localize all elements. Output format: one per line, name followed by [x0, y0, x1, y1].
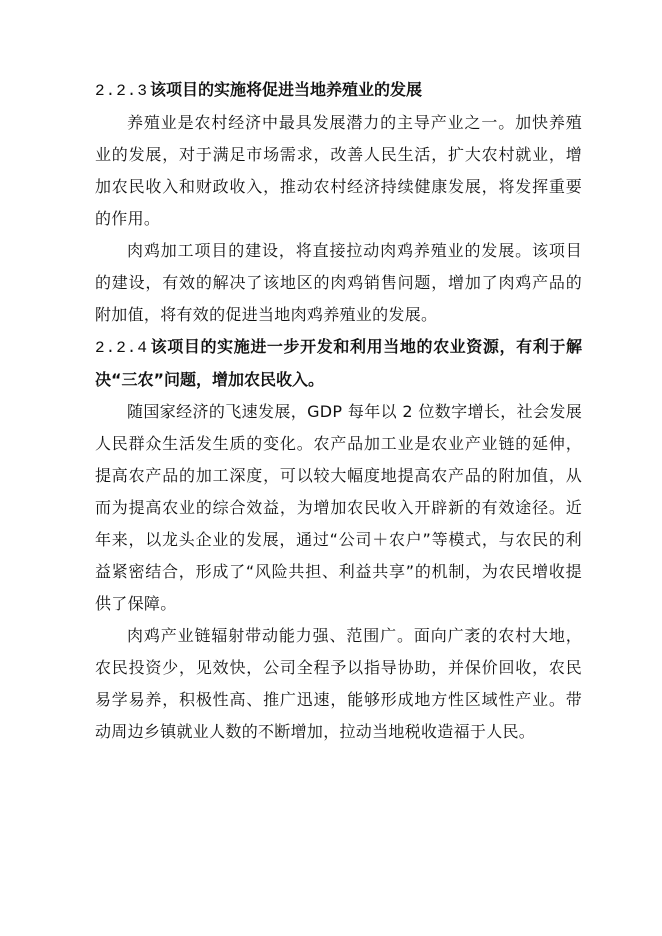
- section-title: 该项目的实施将促进当地养殖业的发展: [150, 80, 423, 99]
- paragraph: 养殖业是农村经济中最具发展潜力的主导产业之一。加快养殖业的发展，对于满足市场需求，改善人民生活，扩大农村就业，增加农民收入和财政收入，推动农村经济持续健康发展，将发挥重要的作用。: [95, 113, 582, 228]
- section-title: 该项目的实施进一步开发和利用当地的农业资源，有利于解决“三农”问题，增加农民收入。: [95, 337, 582, 389]
- section-heading-2-2-4: [95, 331, 582, 396]
- section-heading-2-2-3: [95, 74, 582, 107]
- paragraph: 随国家经济的飞速发展，GDP 每年以 2 位数字增长，社会发展人民群众生活发生质的变化。农产品加工业是农业产业链的延伸，提高农产品的加工深度，可以较大幅度地提高农产品的附加值，从而为提高农业的综合效益，为增加农民收入开辟新的有效途径。近年来，以龙头企业的发展，通过“公司＋农户”等模式，与农民的利益紧密结合，形成了“风险共担、利益共享”的机制，为农民增收提供了保障。: [95, 402, 582, 613]
- document-body: [95, 74, 582, 748]
- paragraph: 肉鸡产业链辐射带动能力强、范围广。面向广袤的农村大地，农民投资少，见效快，公司全程予以指导协助，并保价回收，农民易学易养，积极性高、推广迅速，能够形成地方性区域性产业。带动周边乡镇就业人数的不断增加，拉动当地税收造福于人民。: [95, 626, 582, 741]
- paragraph: 肉鸡加工项目的建设，将直接拉动肉鸡养殖业的发展。该项目的建设，有效的解决了该地区的肉鸡销售问题，增加了肉鸡产品的附加值，将有效的促进当地肉鸡养殖业的发展。: [95, 241, 582, 324]
- section-number: 2.2.4: [95, 339, 149, 357]
- section-number: 2.2.3: [95, 82, 149, 100]
